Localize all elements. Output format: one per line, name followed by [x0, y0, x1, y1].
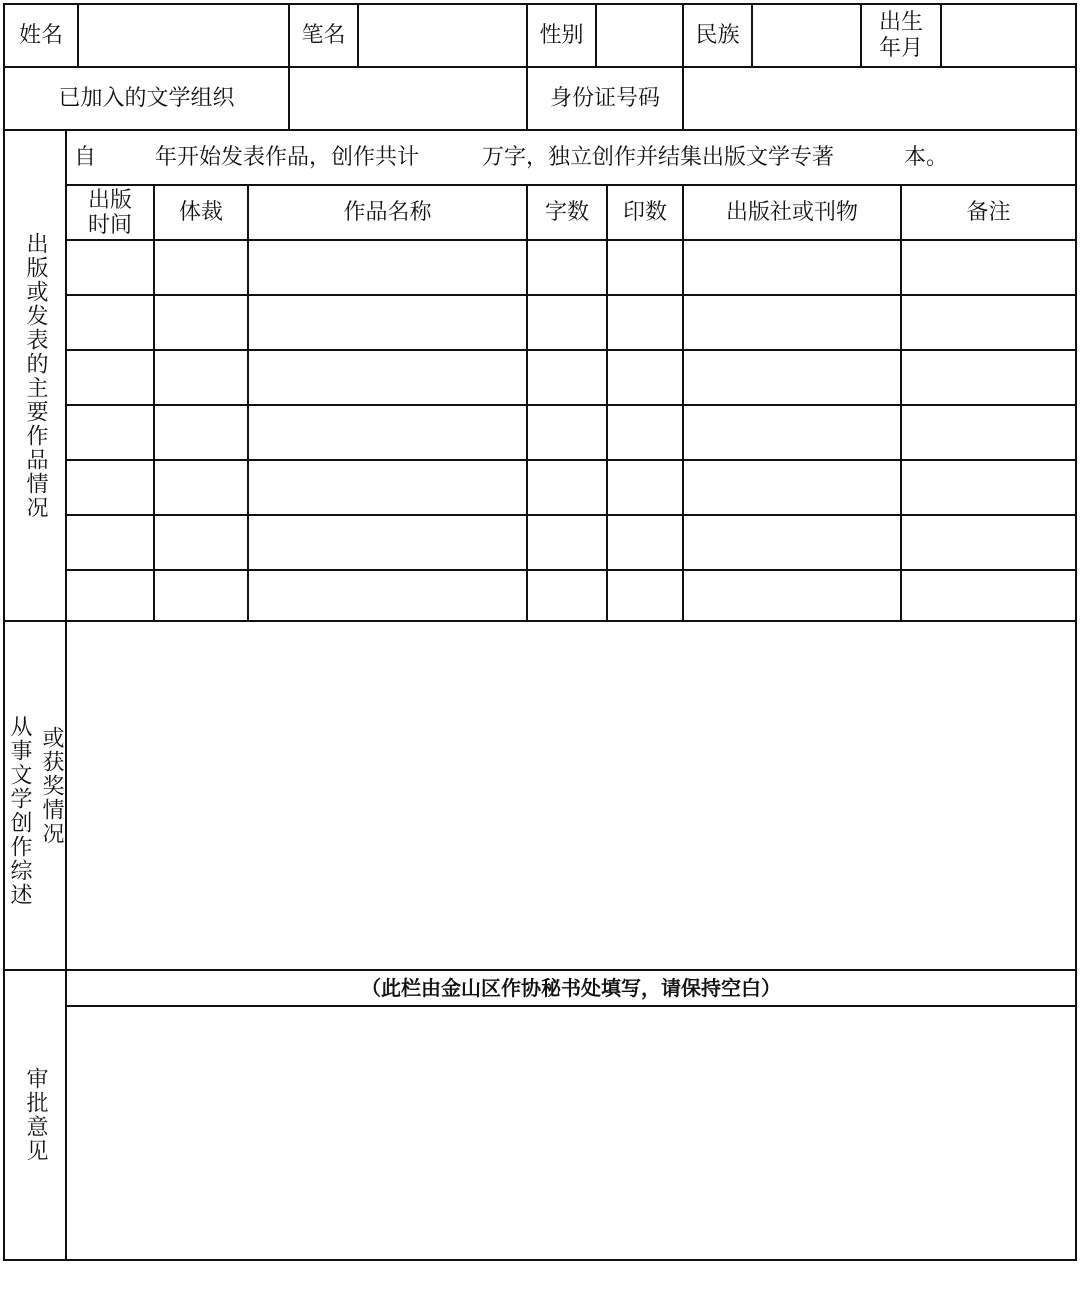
- works-section-label: 出版或发表的主要作品情况: [23, 231, 48, 520]
- header-pub-time: [67, 186, 153, 239]
- overview-label: [5, 622, 65, 969]
- table-row[interactable]: [67, 461, 1075, 514]
- approval-note: （此栏由金山区作协秘书处填写，请保持空白）: [361, 976, 781, 1000]
- header-title: 作品名称: [343, 199, 432, 225]
- summary-part2: 年开始发表作品，创作共计: [155, 145, 420, 170]
- approval-label: 审批意见: [23, 1067, 48, 1163]
- header-pub-time-line2: 时间: [87, 212, 132, 238]
- header-words: 字数: [544, 199, 589, 225]
- id-label: 身份证号码: [549, 85, 660, 111]
- border-right: [1075, 3, 1077, 1261]
- birth-label-line1: 出生: [878, 9, 923, 35]
- pen-name-label: 笔名: [301, 22, 346, 48]
- ethnicity-field[interactable]: [753, 5, 860, 66]
- header-pub-time-line1: 出版: [87, 187, 132, 213]
- table-row[interactable]: [67, 351, 1075, 404]
- gender-label: 性别: [539, 22, 584, 48]
- divider-row2: [3, 129, 1077, 131]
- table-row[interactable]: [67, 296, 1075, 349]
- border-bottom: [3, 1259, 1077, 1261]
- birth-field[interactable]: [942, 5, 1075, 66]
- overview-label-col2: 或获奖情况: [39, 725, 64, 846]
- ethnicity-label: 民族: [695, 22, 740, 48]
- table-row[interactable]: [67, 406, 1075, 459]
- table-row[interactable]: [67, 571, 1075, 620]
- table-row[interactable]: [67, 241, 1075, 294]
- org-label: 已加入的文学组织: [58, 85, 235, 111]
- total-words-field[interactable]: [436, 140, 480, 176]
- birth-label-line2: 年月: [878, 35, 923, 61]
- overview-label-col1: 从事文学创作综述: [7, 714, 32, 907]
- id-field[interactable]: [684, 68, 1075, 129]
- table-row[interactable]: [67, 516, 1075, 569]
- start-year-field[interactable]: [98, 140, 150, 176]
- summary-part3: 万字，独立创作并结集出版文学专著: [482, 145, 835, 170]
- book-count-field[interactable]: [858, 140, 900, 176]
- org-field[interactable]: [290, 68, 526, 129]
- overview-field[interactable]: [67, 622, 1075, 969]
- summary-part1: 自: [74, 145, 97, 170]
- approval-field[interactable]: [67, 1007, 1075, 1259]
- summary-part4: 本。: [904, 145, 949, 170]
- name-label: 姓名: [18, 22, 63, 48]
- header-prints: 印数: [622, 199, 667, 225]
- name-field[interactable]: [79, 5, 288, 66]
- header-genre: 体裁: [178, 199, 223, 225]
- header-publisher: 出版社或刊物: [725, 199, 858, 225]
- gender-field[interactable]: [597, 5, 682, 66]
- header-notes: 备注: [966, 199, 1011, 225]
- birth-label: [862, 5, 940, 66]
- pen-name-field[interactable]: [359, 5, 526, 66]
